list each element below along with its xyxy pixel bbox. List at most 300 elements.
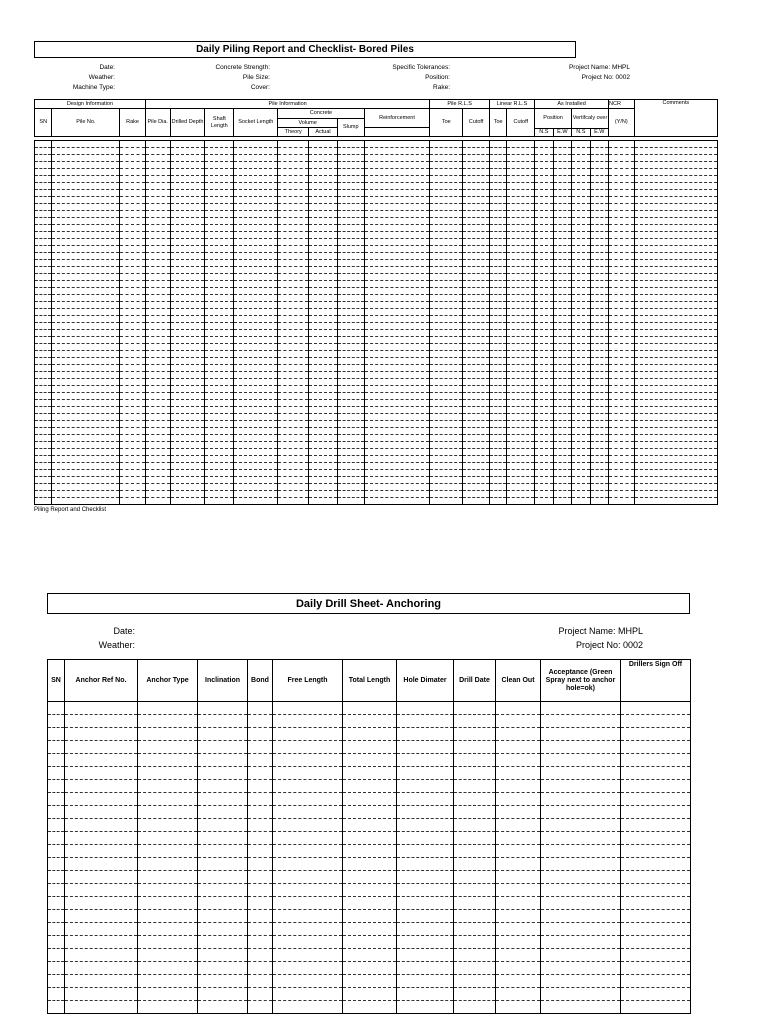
form-cell[interactable] <box>170 498 205 505</box>
form-cell[interactable] <box>463 309 490 316</box>
form-cell[interactable] <box>198 832 248 845</box>
form-cell[interactable] <box>170 477 205 484</box>
form-cell[interactable] <box>634 260 717 267</box>
form-cell[interactable] <box>138 949 198 962</box>
form-cell[interactable] <box>120 358 146 365</box>
form-cell[interactable] <box>364 428 430 435</box>
form-cell[interactable] <box>397 767 454 780</box>
form-cell[interactable] <box>205 442 234 449</box>
form-cell[interactable] <box>463 484 490 491</box>
form-cell[interactable] <box>553 477 571 484</box>
form-cell[interactable] <box>609 330 635 337</box>
form-cell[interactable] <box>553 491 571 498</box>
form-cell[interactable] <box>170 379 205 386</box>
form-cell[interactable] <box>590 295 608 302</box>
form-cell[interactable] <box>496 819 541 832</box>
form-cell[interactable] <box>430 288 463 295</box>
form-cell[interactable] <box>205 421 234 428</box>
form-cell[interactable] <box>145 267 170 274</box>
form-cell[interactable] <box>170 232 205 239</box>
form-cell[interactable] <box>430 260 463 267</box>
form-cell[interactable] <box>120 148 146 155</box>
form-cell[interactable] <box>35 323 52 330</box>
form-cell[interactable] <box>634 351 717 358</box>
form-cell[interactable] <box>52 176 120 183</box>
form-cell[interactable] <box>170 190 205 197</box>
form-cell[interactable] <box>553 232 571 239</box>
form-cell[interactable] <box>535 169 553 176</box>
form-cell[interactable] <box>48 884 65 897</box>
form-cell[interactable] <box>234 456 278 463</box>
form-cell[interactable] <box>463 456 490 463</box>
form-cell[interactable] <box>634 407 717 414</box>
form-cell[interactable] <box>463 211 490 218</box>
form-cell[interactable] <box>489 477 506 484</box>
form-cell[interactable] <box>120 323 146 330</box>
form-cell[interactable] <box>454 910 496 923</box>
form-cell[interactable] <box>138 923 198 936</box>
form-cell[interactable] <box>507 162 535 169</box>
form-cell[interactable] <box>430 365 463 372</box>
form-cell[interactable] <box>364 204 430 211</box>
form-cell[interactable] <box>309 435 338 442</box>
form-cell[interactable] <box>337 204 364 211</box>
form-cell[interactable] <box>120 491 146 498</box>
form-cell[interactable] <box>205 260 234 267</box>
form-cell[interactable] <box>364 148 430 155</box>
form-cell[interactable] <box>337 309 364 316</box>
form-cell[interactable] <box>145 232 170 239</box>
form-cell[interactable] <box>541 780 621 793</box>
form-cell[interactable] <box>590 477 608 484</box>
form-cell[interactable] <box>590 351 608 358</box>
form-cell[interactable] <box>489 393 506 400</box>
form-cell[interactable] <box>572 197 590 204</box>
form-cell[interactable] <box>343 923 397 936</box>
form-cell[interactable] <box>138 754 198 767</box>
form-cell[interactable] <box>273 897 343 910</box>
form-cell[interactable] <box>463 155 490 162</box>
form-cell[interactable] <box>309 197 338 204</box>
form-cell[interactable] <box>337 442 364 449</box>
form-cell[interactable] <box>489 190 506 197</box>
form-cell[interactable] <box>430 316 463 323</box>
form-cell[interactable] <box>52 239 120 246</box>
form-cell[interactable] <box>120 400 146 407</box>
form-cell[interactable] <box>430 421 463 428</box>
form-cell[interactable] <box>309 239 338 246</box>
form-cell[interactable] <box>170 407 205 414</box>
form-cell[interactable] <box>553 407 571 414</box>
form-cell[interactable] <box>278 323 309 330</box>
form-cell[interactable] <box>205 197 234 204</box>
form-cell[interactable] <box>541 871 621 884</box>
form-cell[interactable] <box>572 274 590 281</box>
form-cell[interactable] <box>454 897 496 910</box>
form-cell[interactable] <box>364 155 430 162</box>
form-cell[interactable] <box>205 246 234 253</box>
form-cell[interactable] <box>463 491 490 498</box>
form-cell[interactable] <box>170 470 205 477</box>
form-cell[interactable] <box>120 309 146 316</box>
form-cell[interactable] <box>489 288 506 295</box>
form-cell[interactable] <box>572 449 590 456</box>
form-cell[interactable] <box>48 767 65 780</box>
form-cell[interactable] <box>145 365 170 372</box>
form-cell[interactable] <box>364 295 430 302</box>
form-cell[interactable] <box>35 456 52 463</box>
form-cell[interactable] <box>535 351 553 358</box>
form-cell[interactable] <box>234 204 278 211</box>
form-cell[interactable] <box>337 176 364 183</box>
form-cell[interactable] <box>234 246 278 253</box>
form-cell[interactable] <box>120 218 146 225</box>
form-cell[interactable] <box>309 141 338 148</box>
form-cell[interactable] <box>572 379 590 386</box>
form-cell[interactable] <box>609 169 635 176</box>
form-cell[interactable] <box>343 793 397 806</box>
form-cell[interactable] <box>489 218 506 225</box>
form-cell[interactable] <box>35 281 52 288</box>
form-cell[interactable] <box>535 330 553 337</box>
form-cell[interactable] <box>120 372 146 379</box>
form-cell[interactable] <box>337 386 364 393</box>
form-cell[interactable] <box>489 232 506 239</box>
form-cell[interactable] <box>35 197 52 204</box>
form-cell[interactable] <box>609 267 635 274</box>
form-cell[interactable] <box>35 295 52 302</box>
form-cell[interactable] <box>454 962 496 975</box>
form-cell[interactable] <box>234 407 278 414</box>
form-cell[interactable] <box>309 365 338 372</box>
form-cell[interactable] <box>138 806 198 819</box>
form-cell[interactable] <box>463 253 490 260</box>
form-cell[interactable] <box>170 414 205 421</box>
form-cell[interactable] <box>541 884 621 897</box>
form-cell[interactable] <box>463 197 490 204</box>
form-cell[interactable] <box>535 316 553 323</box>
form-cell[interactable] <box>120 421 146 428</box>
form-cell[interactable] <box>234 239 278 246</box>
form-cell[interactable] <box>430 477 463 484</box>
form-cell[interactable] <box>590 281 608 288</box>
form-cell[interactable] <box>343 962 397 975</box>
form-cell[interactable] <box>489 449 506 456</box>
form-cell[interactable] <box>553 309 571 316</box>
form-cell[interactable] <box>397 806 454 819</box>
form-cell[interactable] <box>454 845 496 858</box>
form-cell[interactable] <box>198 1001 248 1014</box>
form-cell[interactable] <box>572 176 590 183</box>
form-cell[interactable] <box>52 190 120 197</box>
form-cell[interactable] <box>278 400 309 407</box>
form-cell[interactable] <box>507 204 535 211</box>
form-cell[interactable] <box>48 715 65 728</box>
form-cell[interactable] <box>120 253 146 260</box>
form-cell[interactable] <box>553 211 571 218</box>
form-cell[interactable] <box>463 239 490 246</box>
form-cell[interactable] <box>463 442 490 449</box>
form-cell[interactable] <box>590 491 608 498</box>
form-cell[interactable] <box>138 702 198 715</box>
form-cell[interactable] <box>145 344 170 351</box>
form-cell[interactable] <box>120 232 146 239</box>
form-cell[interactable] <box>138 832 198 845</box>
form-cell[interactable] <box>609 239 635 246</box>
form-cell[interactable] <box>205 148 234 155</box>
form-cell[interactable] <box>590 183 608 190</box>
form-cell[interactable] <box>397 858 454 871</box>
form-cell[interactable] <box>463 337 490 344</box>
form-cell[interactable] <box>590 386 608 393</box>
form-cell[interactable] <box>52 344 120 351</box>
form-cell[interactable] <box>463 260 490 267</box>
form-cell[interactable] <box>634 253 717 260</box>
form-cell[interactable] <box>572 358 590 365</box>
form-cell[interactable] <box>48 819 65 832</box>
form-cell[interactable] <box>489 463 506 470</box>
form-cell[interactable] <box>248 884 273 897</box>
form-cell[interactable] <box>170 218 205 225</box>
form-cell[interactable] <box>507 358 535 365</box>
form-cell[interactable] <box>541 754 621 767</box>
form-cell[interactable] <box>248 832 273 845</box>
form-cell[interactable] <box>205 400 234 407</box>
form-cell[interactable] <box>572 316 590 323</box>
form-cell[interactable] <box>621 871 691 884</box>
form-cell[interactable] <box>496 884 541 897</box>
form-cell[interactable] <box>535 484 553 491</box>
form-cell[interactable] <box>35 253 52 260</box>
form-cell[interactable] <box>170 309 205 316</box>
form-cell[interactable] <box>430 155 463 162</box>
form-cell[interactable] <box>572 155 590 162</box>
form-cell[interactable] <box>535 274 553 281</box>
form-cell[interactable] <box>572 190 590 197</box>
form-cell[interactable] <box>205 162 234 169</box>
form-cell[interactable] <box>364 239 430 246</box>
form-cell[interactable] <box>572 365 590 372</box>
form-cell[interactable] <box>120 393 146 400</box>
form-cell[interactable] <box>609 358 635 365</box>
form-cell[interactable] <box>489 470 506 477</box>
form-cell[interactable] <box>52 463 120 470</box>
form-cell[interactable] <box>541 767 621 780</box>
form-cell[interactable] <box>507 239 535 246</box>
form-cell[interactable] <box>48 806 65 819</box>
form-cell[interactable] <box>535 498 553 505</box>
form-cell[interactable] <box>170 456 205 463</box>
form-cell[interactable] <box>273 819 343 832</box>
form-cell[interactable] <box>430 435 463 442</box>
form-cell[interactable] <box>609 183 635 190</box>
form-cell[interactable] <box>170 169 205 176</box>
form-cell[interactable] <box>553 239 571 246</box>
form-cell[interactable] <box>397 910 454 923</box>
form-cell[interactable] <box>205 190 234 197</box>
form-cell[interactable] <box>634 211 717 218</box>
form-cell[interactable] <box>48 897 65 910</box>
form-cell[interactable] <box>234 358 278 365</box>
form-cell[interactable] <box>337 337 364 344</box>
form-cell[interactable] <box>273 832 343 845</box>
form-cell[interactable] <box>634 428 717 435</box>
form-cell[interactable] <box>489 351 506 358</box>
form-cell[interactable] <box>48 793 65 806</box>
form-cell[interactable] <box>590 190 608 197</box>
form-cell[interactable] <box>507 330 535 337</box>
form-cell[interactable] <box>397 923 454 936</box>
form-cell[interactable] <box>535 218 553 225</box>
form-cell[interactable] <box>337 218 364 225</box>
form-cell[interactable] <box>454 884 496 897</box>
form-cell[interactable] <box>397 871 454 884</box>
form-cell[interactable] <box>205 470 234 477</box>
form-cell[interactable] <box>65 832 138 845</box>
form-cell[interactable] <box>507 267 535 274</box>
form-cell[interactable] <box>278 176 309 183</box>
form-cell[interactable] <box>337 428 364 435</box>
form-cell[interactable] <box>634 358 717 365</box>
form-cell[interactable] <box>65 728 138 741</box>
form-cell[interactable] <box>205 288 234 295</box>
form-cell[interactable] <box>507 197 535 204</box>
form-cell[interactable] <box>234 491 278 498</box>
form-cell[interactable] <box>309 421 338 428</box>
form-cell[interactable] <box>430 204 463 211</box>
form-cell[interactable] <box>507 274 535 281</box>
form-cell[interactable] <box>621 910 691 923</box>
form-cell[interactable] <box>496 728 541 741</box>
form-cell[interactable] <box>590 267 608 274</box>
form-cell[interactable] <box>507 414 535 421</box>
form-cell[interactable] <box>273 988 343 1001</box>
form-cell[interactable] <box>572 393 590 400</box>
form-cell[interactable] <box>553 351 571 358</box>
form-cell[interactable] <box>35 358 52 365</box>
form-cell[interactable] <box>463 183 490 190</box>
form-cell[interactable] <box>309 176 338 183</box>
form-cell[interactable] <box>52 260 120 267</box>
form-cell[interactable] <box>553 463 571 470</box>
form-cell[interactable] <box>309 393 338 400</box>
form-cell[interactable] <box>364 400 430 407</box>
form-cell[interactable] <box>634 274 717 281</box>
form-cell[interactable] <box>48 949 65 962</box>
form-cell[interactable] <box>489 337 506 344</box>
form-cell[interactable] <box>621 793 691 806</box>
form-cell[interactable] <box>337 358 364 365</box>
form-cell[interactable] <box>507 302 535 309</box>
form-cell[interactable] <box>572 295 590 302</box>
form-cell[interactable] <box>553 246 571 253</box>
form-cell[interactable] <box>364 197 430 204</box>
form-cell[interactable] <box>145 442 170 449</box>
form-cell[interactable] <box>52 400 120 407</box>
form-cell[interactable] <box>309 260 338 267</box>
form-cell[interactable] <box>52 470 120 477</box>
form-cell[interactable] <box>430 358 463 365</box>
form-cell[interactable] <box>35 274 52 281</box>
form-cell[interactable] <box>541 741 621 754</box>
form-cell[interactable] <box>541 988 621 1001</box>
form-cell[interactable] <box>489 372 506 379</box>
form-cell[interactable] <box>535 281 553 288</box>
form-cell[interactable] <box>397 715 454 728</box>
form-cell[interactable] <box>234 435 278 442</box>
form-cell[interactable] <box>170 197 205 204</box>
form-cell[interactable] <box>205 498 234 505</box>
form-cell[interactable] <box>535 246 553 253</box>
form-cell[interactable] <box>145 260 170 267</box>
form-cell[interactable] <box>120 498 146 505</box>
form-cell[interactable] <box>463 365 490 372</box>
form-cell[interactable] <box>278 477 309 484</box>
form-cell[interactable] <box>634 337 717 344</box>
form-cell[interactable] <box>205 463 234 470</box>
form-cell[interactable] <box>278 288 309 295</box>
form-cell[interactable] <box>170 484 205 491</box>
form-cell[interactable] <box>248 767 273 780</box>
form-cell[interactable] <box>364 351 430 358</box>
form-cell[interactable] <box>489 246 506 253</box>
form-cell[interactable] <box>35 239 52 246</box>
form-cell[interactable] <box>621 858 691 871</box>
form-cell[interactable] <box>278 190 309 197</box>
form-cell[interactable] <box>572 456 590 463</box>
form-cell[interactable] <box>634 239 717 246</box>
form-cell[interactable] <box>541 715 621 728</box>
form-cell[interactable] <box>35 400 52 407</box>
form-cell[interactable] <box>309 407 338 414</box>
form-cell[interactable] <box>535 442 553 449</box>
form-cell[interactable] <box>52 295 120 302</box>
form-cell[interactable] <box>278 239 309 246</box>
form-cell[interactable] <box>507 449 535 456</box>
form-cell[interactable] <box>609 155 635 162</box>
form-cell[interactable] <box>430 351 463 358</box>
form-cell[interactable] <box>463 316 490 323</box>
form-cell[interactable] <box>170 344 205 351</box>
form-cell[interactable] <box>138 910 198 923</box>
form-cell[interactable] <box>535 323 553 330</box>
form-cell[interactable] <box>489 211 506 218</box>
form-cell[interactable] <box>52 337 120 344</box>
form-cell[interactable] <box>120 407 146 414</box>
form-cell[interactable] <box>309 225 338 232</box>
form-cell[interactable] <box>52 197 120 204</box>
form-cell[interactable] <box>634 477 717 484</box>
form-cell[interactable] <box>463 498 490 505</box>
form-cell[interactable] <box>198 988 248 1001</box>
form-cell[interactable] <box>170 442 205 449</box>
form-cell[interactable] <box>65 884 138 897</box>
form-cell[interactable] <box>430 484 463 491</box>
form-cell[interactable] <box>364 281 430 288</box>
form-cell[interactable] <box>170 225 205 232</box>
form-cell[interactable] <box>430 239 463 246</box>
form-cell[interactable] <box>535 477 553 484</box>
form-cell[interactable] <box>364 176 430 183</box>
form-cell[interactable] <box>609 295 635 302</box>
form-cell[interactable] <box>535 470 553 477</box>
form-cell[interactable] <box>120 456 146 463</box>
form-cell[interactable] <box>278 393 309 400</box>
form-cell[interactable] <box>337 372 364 379</box>
form-cell[interactable] <box>609 456 635 463</box>
form-cell[interactable] <box>621 832 691 845</box>
form-cell[interactable] <box>35 498 52 505</box>
